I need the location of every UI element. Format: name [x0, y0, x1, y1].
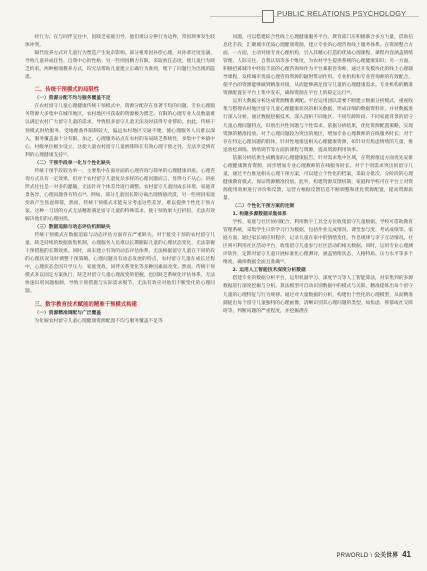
section-title: PUBLIC RELATIONS PSYCHOLOGY [277, 9, 407, 18]
page-header [0, 0, 427, 24]
section-heading: 二、传统干预模式的局限性 [34, 87, 100, 94]
publication-name: 公关世界 [374, 553, 399, 559]
footer-separator: \ [370, 553, 373, 559]
header-square-icon [262, 10, 274, 23]
paragraph: 隔代抚养方式对儿童行为塑造产生复杂影响。部分祖辈因补偿心理，对孙辈过度宠溺，导致儿童养成任性、自我中心的性格；另一些则因精力有限，采取放任态度，使儿童行为缺乏约束。两种极端教养方式，均无法帮助儿童建立正确行为准则，埋下了问题行为出现的隐患。 [25, 51, 216, 81]
subsection-heading: （二）个性化干预方案的定制 [232, 203, 295, 209]
subsection-heading: 2. 运用人工智能技术深度分析数据 [232, 268, 306, 274]
right-column [223, 34, 413, 316]
paragraph: 在农村留守儿童心理健康传统干预模式中，资源分配存在显著不均的问题，专业心理服务资源大多集中在城市地区，农村地区可获取的资源极为匮乏。有限的心理专业人员数量难以满足农村广大留守儿童的需求，导致很多留守儿童无法及时获得专业帮助。由此，传统干预模式供给服务，受地理条件限制较大，偏远农村地区交通不便，使心理服务人员难以深入，服务覆盖面十分有限。加之，心理服务站点在农村的布局缺乏系统性，多集中于乡镇中心，村级单位极少设立，这使大量农村留守儿童被排除在有效心理干预之外，无法享受到有利的心理健康支持¹²。 [25, 104, 216, 158]
paragraph: 问题，可以搭建综合性线上心理健康服务平台。教育部门应积极联合多方力量，借助信息化手段，汇聚城市优质心理健康资源，建立专业的心理咨询线上服务体系。在资源整合方面，一方面，主动对接专业心理机构，引入其精心打造的优质心理课程，课程内容涵盖情绪管理、人际交往、自我认知等多个维度，为农村学生提供系统的心理健康知识；另一方面，积极招募城市中经验丰富的心理咨询师作为平台兼职咨询师，通过开发模块化的线上心理辅导课程，发挥城市优质心理咨询资源的辐射带动作用。专业机构和专业咨询师的有效配合，使平台的资源能够做到精准对接，从而能够满足留守儿童的心理健康需求。专业机构的精准资源配置在平台上集中发布，确保资源在平台上的稳定运行¹⁶。 [223, 35, 414, 97]
paragraph: 学校、家庭与社区协同配合，利用数字工具全方位收集留守儿童数据。学校可借助教育管理系统，采集学生日常学习行为数据，包括作业完成情况、课堂参与度、考试成绩等。家庭方面，通过家长端应用程序，记录儿童在家中的情绪变化、作息规律与亲子互动情况。社区则可利用社区活动平台，收集留守儿童参与社区活动的相关数据。同时，运用专业心理测评软件，定期对留守儿童开展标准化心理测评，涵盖情绪状态、人格特质、压力水平等多个维度，确保数据全面且准确¹⁹。 [223, 220, 414, 266]
page-number: 41 [402, 550, 411, 559]
subsection-heading: （三）数据追踪与动态评估机制缺失 [34, 225, 111, 231]
subsection-heading: （二）干预手段单一化与个性化缺失 [34, 160, 111, 166]
paragraph: 传统干预模式在数据追踪与动态评估方面存在严重缺失。对于接受干预的农村留守儿童，缺乏持续的数据收集机制，心理服务人员难以长期跟踪儿童的心理状态变化，无法掌握干预措施的长期效果。同时，尚未建立有效的动态评估体系，无法根据留守儿童在不同阶段的心理状况及时调整干预策略。心理问题具有动态发展的特点，农村留守儿童在成长过程中，心理状态会因升学压力、家庭变故、同伴关系变化等多种因素而改变。然而，传统干预模式多以固定方案执行，缺乏对留守儿童心理演变的把握，也因缺乏系统化评估体系，无法快速识别问题根源，导致干预措施与实际需求脱节，无法有效应对他们不断变化的心理问题。 [25, 233, 216, 295]
paragraph: 依据分析结果生成精准的心理健康报告。针对需求集中区域，在资源推送方面优先安排心理健康教育资源，同步增加专业心理教师的在线服务时长。对于个别需求突出的留守儿童，通过平台推送相关心理干预方案，可以建立个性化的档案，采取分批次、分阶段的心理健康教育模式，保证资源精准投放。此外，构建资源反馈机制，家庭和学校可在平台上对资源使用效果进行评价和反馈，运营方根据反馈信息不断调整和优化资源配置，提高资源质量。 [223, 155, 414, 201]
magazine-name: PRWORLD [336, 553, 369, 559]
paragraph: 搭建专业的数据分析平台，运用机器学习、深度学习等人工智能算法，对采集到的多源数据进行深度挖掘与分析。算法模型可自动识别数据中的模式与关联，精准提炼出每个留守儿童的心理特征与行为规律。通过对大量数据的分析，构建出个性化的心理模型，从而精准捕捉出每个留守儿童独特的心理画像，清晰识别其心理问题的类型，如焦虑、抑郁或社交障碍等，判断问题的严重程度，并挖掘潜在 [223, 276, 414, 314]
subsection-heading: （一）资源分配不均与服务覆盖不足 [34, 96, 111, 102]
subsection-heading: 1. 构建多源数据采集体系 [232, 212, 287, 218]
paragraph: 运用大数据分析达成资源精准调配。平台运用团队需要不断建立数据分析模式，重视收集与整理农村地区留守儿童心理健康状况的相关数据，形成详细的数据资料库，并对数据进行深入分析。通过数据挖掘技术，深入剖析不同地区、不同年龄阶段、不同家庭背景的留守儿童心理问题特点，识别出共性问题与个性需求。依据分析结果，优化资源配置策略，实现资源的精准投放。对于心理问题较为突出的地区，增加专业心理教师的在线服务时长；对于存在特定心理问题的群体，针对性地推送相关心理健康资源，如针对有焦虑情绪的儿童，推送放松训练、情绪调节等方面的课程与资源，提高资源利用效率。 [223, 99, 414, 153]
page-footer [336, 550, 411, 559]
paragraph: 经行为。在与同伴交往中，因缺乏家庭引导，他们难以分辨行为边界，常因琐事发生肢体冲突。 [25, 35, 216, 49]
section-heading: 三、数字教育技术赋能的精准干预模式构建 [34, 301, 137, 308]
subsection-heading: （一）资源精准调配与广泛覆盖 [34, 310, 102, 316]
paragraph: 传统干预手段较为单一，主要集中在面对面的心理咨询与简单的心理健康讲座。心理咨询方式具有一定效果，但对于农村留守儿童复杂多样的心理问题而言，显得力不从心。讲座形式往往是一对多的灌输，无法针对个体差异进行调整。农村留守儿童因成长环境、家庭背景各异，心理问题各有特点¹⁴。例如，部分儿童因长期分离出现情感淡漠，另一些则因家庭变故产生焦虑抑郁，然而，传统干预模式未能充分考虑这些差异，难以提供个性化干预方案。这种一刀切的方式无法精准满足留守儿童的特殊需求，使干预效果大打折扣，无法有效解决他们的心理困扰。 [25, 168, 216, 223]
left-column [25, 34, 215, 326]
paragraph: 为化解农村留守儿童心理健康资源配置不均与服务覆盖不足等 [34, 318, 163, 324]
